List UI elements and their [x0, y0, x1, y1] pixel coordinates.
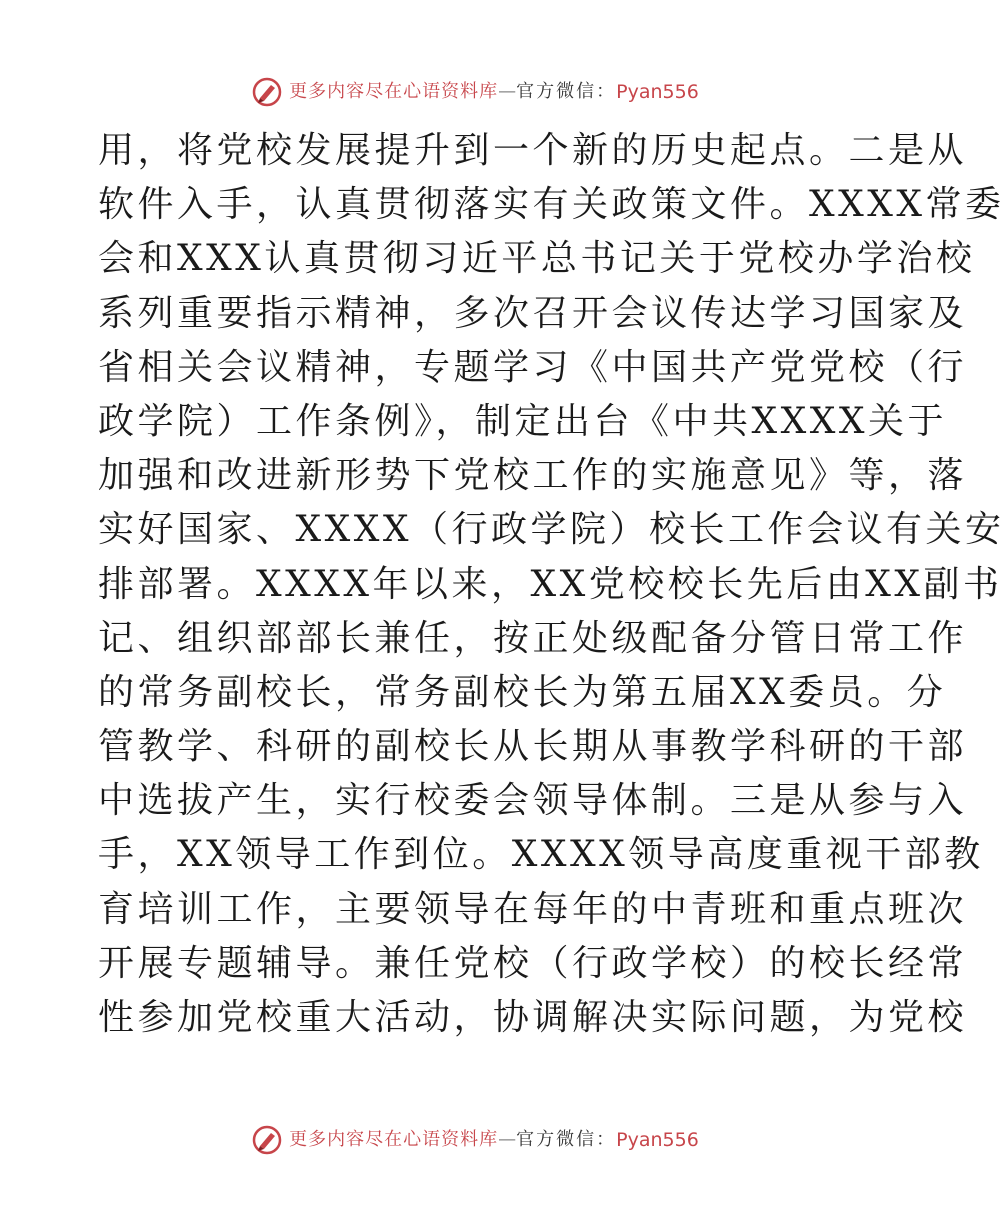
body-line: 政学院）工作条例》，制定出台《中共XXXX关于: [98, 400, 948, 442]
body-line: 用，将党校发展提升到一个新的历史起点。二是从: [98, 130, 968, 171]
body-line: 排部署。XXXX年以来，XX党校校长先后由XX副书: [98, 563, 1003, 605]
footer-dash: —: [498, 1129, 517, 1150]
header-brand-text: 更多内容尽在心语资料库: [289, 81, 499, 102]
body-line: 记、组织部部长兼任，按正处级配备分管日常工作: [98, 617, 968, 659]
footer-wechat-id: Pyan556: [616, 1129, 699, 1151]
header-wechat-id: Pyan556: [616, 81, 699, 103]
body-line: 管教学、科研的副校长从长期从事教学科研的干部: [98, 726, 968, 768]
body-line: 开展专题辅导。兼任党校（行政学校）的校长经常: [98, 942, 968, 984]
body-line: 省相关会议精神，专题学习《中国共产党党校（行: [98, 346, 968, 388]
body-line: 性参加党校重大活动，协调解决实际问题，为党校: [98, 997, 968, 1038]
footer-brand-text: 更多内容尽在心语资料库: [289, 1129, 499, 1150]
body-line: 软件入手，认真贯彻落实有关政策文件。XXXX常委: [98, 184, 1005, 226]
brand-logo-icon: [251, 76, 283, 108]
header-wechat-label: 官方微信：: [516, 81, 617, 102]
body-line: 手，XX领导工作到位。XXXX领导高度重视干部教: [98, 834, 984, 876]
header-dash: —: [498, 81, 517, 102]
header-banner: [0, 72, 950, 112]
body-line: 中选拔产生，实行校委会领导体制。三是从参与入: [98, 780, 968, 822]
body-line: 加强和改进新形势下党校工作的实施意见》等，落: [98, 455, 968, 497]
body-line: 系列重要指示精神，多次召开会议传达学习国家及: [98, 292, 968, 334]
body-line: 的常务副校长，常务副校长为第五届XX委员。分: [98, 671, 947, 713]
body-line: 会和XXX认真贯彻习近平总书记关于党校办学治校: [98, 238, 976, 280]
document-body: [98, 124, 1005, 1045]
brand-logo-icon: [251, 1124, 283, 1156]
body-line: 育培训工作，主要领导在每年的中青班和重点班次: [98, 888, 968, 930]
body-line: 实好国家、XXXX（行政学院）校长工作会议有关安: [98, 509, 1005, 551]
footer-wechat-label: 官方微信：: [516, 1129, 617, 1150]
footer-banner: [0, 1120, 950, 1160]
